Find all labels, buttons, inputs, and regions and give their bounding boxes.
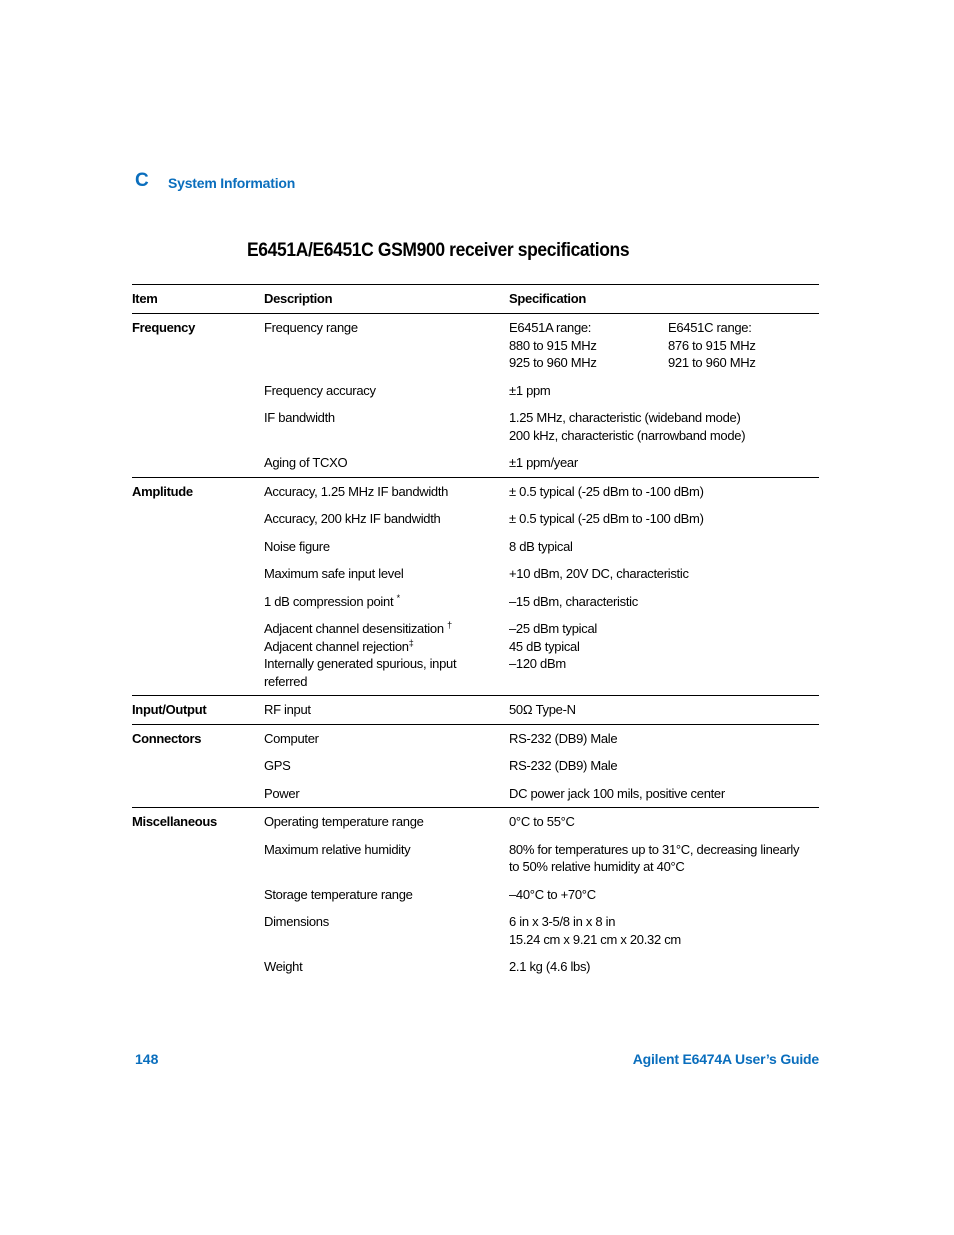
table-row — [132, 881, 819, 909]
row-description: IF bandwidth — [264, 410, 335, 425]
table-row — [132, 908, 819, 953]
row-description: Operating temperature range — [264, 814, 424, 829]
row-description: Storage temperature range — [264, 886, 413, 902]
table-row — [132, 780, 819, 808]
row-specification: –40°C to +70°C — [509, 886, 596, 902]
row-specification: +10 dBm, 20V DC, characteristic — [509, 566, 689, 581]
compression-point-label: 1 dB compression point — [264, 593, 397, 609]
row-specification — [509, 836, 819, 881]
table-row — [132, 588, 819, 616]
row-item-frequency: Frequency — [132, 320, 196, 335]
row-specification — [509, 615, 819, 696]
rejection-line: Adjacent channel rejection‡ — [264, 637, 414, 654]
table-row — [132, 314, 819, 377]
column-header-item: Item — [132, 285, 264, 314]
row-specification — [668, 314, 819, 377]
e6451c-band-1: 876 to 915 MHz — [668, 337, 756, 353]
footnote-marker: ‡ — [408, 637, 414, 648]
table-row — [132, 953, 819, 981]
spec-line: to 50% relative humidity at 40°C — [509, 859, 685, 874]
row-specification: ± 0.5 typical (-25 dBm to -100 dBm) — [509, 511, 704, 526]
table-row — [132, 836, 819, 881]
spec-line: 15.24 cm x 9.21 cm x 20.32 cm — [509, 931, 681, 947]
row-description: Aging of TCXO — [264, 449, 509, 477]
table-row — [132, 449, 819, 477]
table-row — [132, 377, 819, 405]
column-header-description: Description — [264, 285, 509, 314]
e6451c-band-2: 921 to 960 MHz — [668, 355, 756, 370]
row-description — [264, 588, 509, 616]
row-description: Noise figure — [264, 538, 330, 554]
spec-line: –25 dBm typical — [509, 621, 597, 636]
row-item-amplitude: Amplitude — [132, 483, 193, 499]
table-header-row — [132, 285, 819, 314]
row-specification: DC power jack 100 mils, positive center — [509, 780, 819, 808]
row-item-miscellaneous: Miscellaneous — [132, 814, 217, 829]
row-description: Frequency range — [264, 320, 358, 335]
e6451a-range-label: E6451A range: — [509, 320, 592, 335]
row-specification: ± 0.5 typical (-25 dBm to -100 dBm) — [509, 483, 704, 499]
row-specification: 50Ω Type-N — [509, 696, 819, 725]
table-row — [132, 533, 819, 561]
spurious-line: Internally generated spurious, input referred — [264, 656, 457, 689]
row-specification: RS-232 (DB9) Male — [509, 758, 618, 773]
spec-line: 6 in x 3-5/8 in x 8 in — [509, 914, 616, 929]
row-description: Accuracy, 200 kHz IF bandwidth — [264, 511, 441, 526]
row-specification: RS-232 (DB9) Male — [509, 730, 618, 746]
table-row — [132, 477, 819, 505]
row-specification: 8 dB typical — [509, 538, 573, 554]
row-description: Computer — [264, 730, 319, 746]
spec-line: 200 kHz, characteristic (narrowband mode) — [509, 427, 746, 443]
row-description: RF input — [264, 696, 509, 725]
spec-line: 80% for temperatures up to 31°C, decreasing linearly — [509, 841, 800, 857]
row-specification — [509, 908, 819, 953]
row-item-connectors: Connectors — [132, 730, 202, 746]
row-description: Accuracy, 1.25 MHz IF bandwidth — [264, 483, 449, 499]
table-row — [132, 560, 819, 588]
table-row — [132, 615, 819, 696]
row-specification: –15 dBm, characteristic — [509, 593, 638, 609]
row-specification: ±1 ppm — [509, 382, 551, 398]
row-description: Dimensions — [264, 914, 329, 929]
desensitization-line: Adjacent channel desensitization † — [264, 620, 452, 636]
footnote-marker: * — [396, 592, 400, 603]
table-row — [132, 505, 819, 533]
page-heading: E6451A/E6451C GSM900 receiver specifications — [247, 240, 630, 261]
row-description: Maximum relative humidity — [264, 841, 411, 857]
row-description: Power — [264, 780, 509, 808]
appendix-letter: C — [135, 170, 149, 191]
e6451a-band-1: 880 to 915 MHz — [509, 337, 597, 353]
page-number: 148 — [135, 1051, 159, 1067]
e6451c-range-label: E6451C range: — [668, 320, 752, 335]
receiver-spec-table — [132, 284, 819, 981]
row-item-input-output: Input/Output — [132, 696, 264, 725]
spec-line: 1.25 MHz, characteristic (wideband mode) — [509, 410, 741, 425]
column-header-specification: Specification — [509, 285, 819, 314]
row-specification — [509, 314, 668, 377]
table-row — [132, 752, 819, 780]
row-description: GPS — [264, 758, 291, 773]
row-specification: 0°C to 55°C — [509, 814, 575, 829]
row-specification: ±1 ppm/year — [509, 449, 819, 477]
table-row — [132, 404, 819, 449]
row-specification — [509, 404, 819, 449]
row-description — [264, 615, 509, 696]
table-row — [132, 724, 819, 752]
row-description: Maximum safe input level — [264, 566, 404, 581]
row-specification: 2.1 kg (4.6 lbs) — [509, 959, 591, 974]
e6451a-band-2: 925 to 960 MHz — [509, 355, 597, 370]
table-row — [132, 696, 819, 725]
footnote-marker: † — [447, 620, 452, 630]
row-description: Weight — [264, 959, 303, 974]
guide-title: Agilent E6474A User’s Guide — [632, 1051, 819, 1067]
section-title: System Information — [168, 175, 296, 191]
spec-line: –120 dBm — [509, 656, 566, 671]
table-row — [132, 808, 819, 836]
row-description: Frequency accuracy — [264, 382, 376, 398]
spec-line: 45 dB typical — [509, 638, 580, 654]
